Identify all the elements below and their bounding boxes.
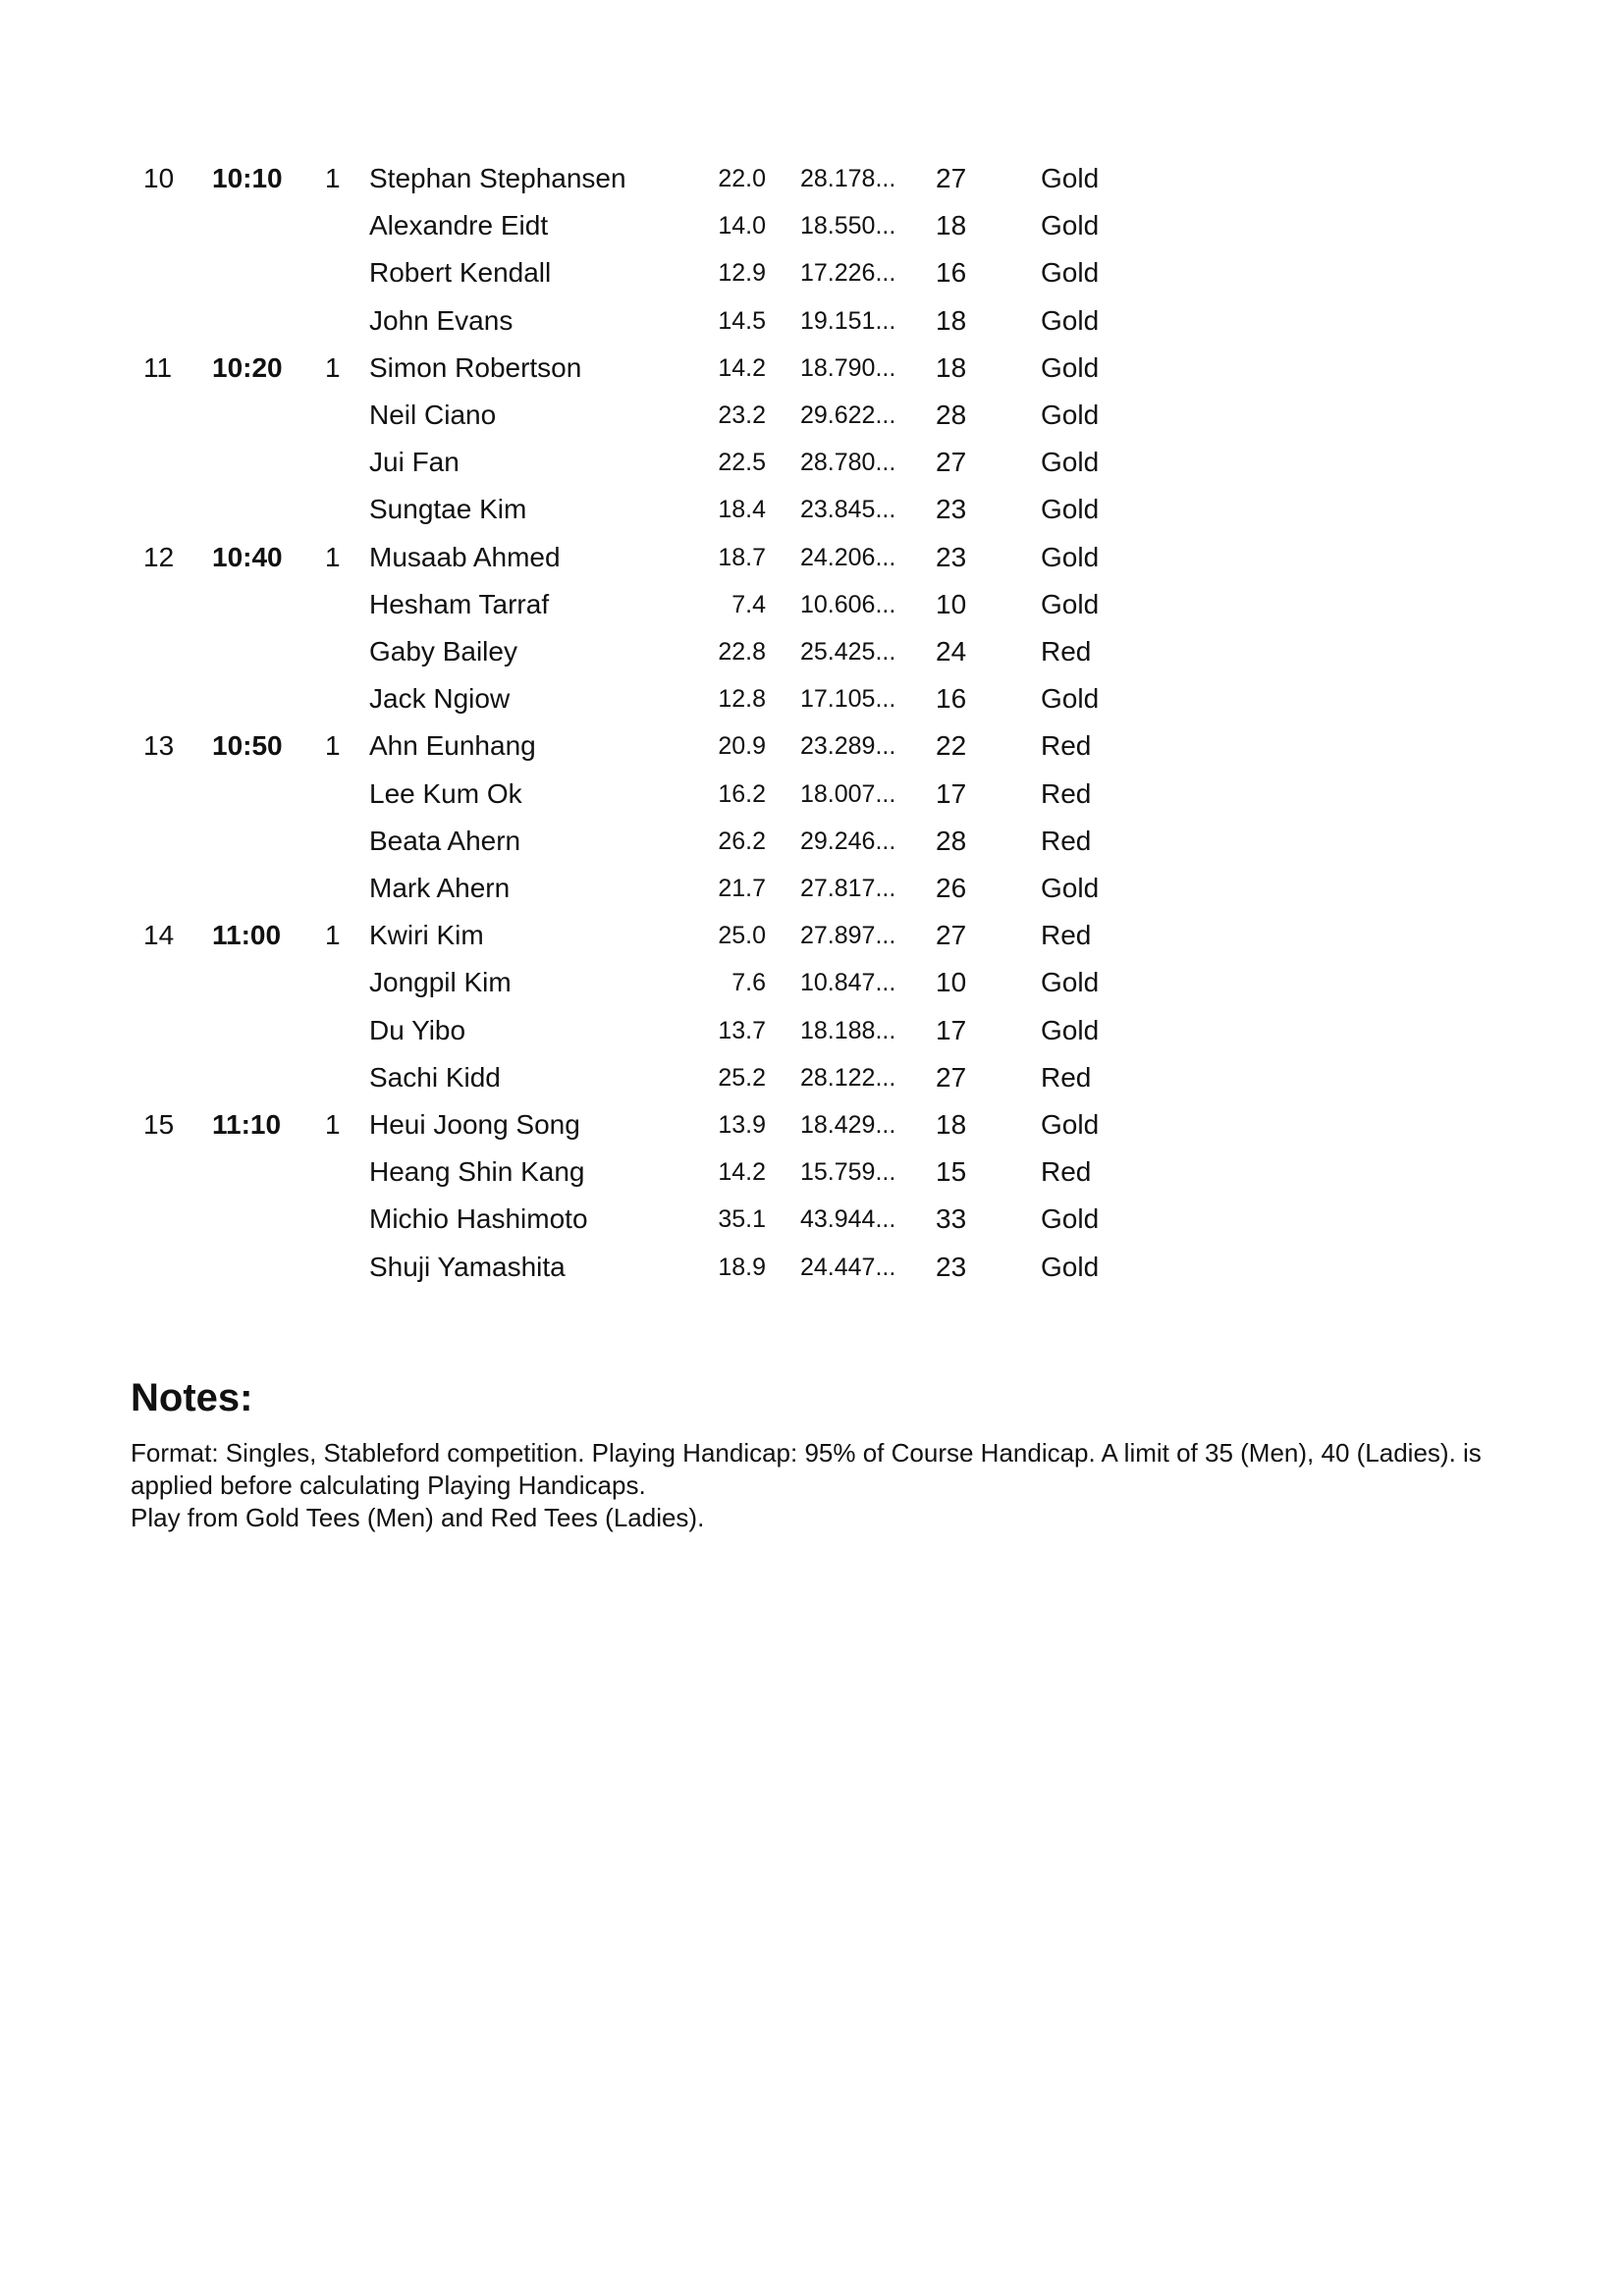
player-row (0, 675, 1624, 722)
player-name: Heang Shin Kang (369, 1156, 585, 1188)
player-name: John Evans (369, 304, 514, 336)
tee-colour: Gold (1041, 541, 1100, 572)
handicap-index: 18.4 (718, 496, 766, 524)
player-row (0, 959, 1624, 1006)
playing-handicap: 28 (936, 400, 967, 430)
playing-handicap: 10 (936, 967, 967, 998)
tee-colour: Gold (1041, 1014, 1100, 1045)
tee-colour: Red (1041, 920, 1092, 951)
course-handicap: 27.897... (800, 922, 896, 950)
start-hole: 1 (325, 920, 341, 951)
playing-handicap: 16 (936, 257, 967, 289)
tee-colour: Gold (1041, 400, 1100, 430)
playing-handicap: 15 (936, 1156, 967, 1188)
player-name: Jack Ngiow (369, 683, 511, 715)
playing-handicap: 26 (936, 873, 967, 903)
tee-colour: Gold (1041, 967, 1100, 998)
tee-time: 11:00 (212, 920, 282, 951)
tee-time: 11:10 (212, 1109, 282, 1140)
player-name: Stephan Stephansen (369, 163, 626, 193)
handicap-index: 22.5 (718, 449, 766, 477)
handicap-index: 25.0 (718, 922, 766, 950)
player-row (0, 581, 1624, 628)
player-row (0, 1007, 1624, 1054)
tee-colour: Red (1041, 730, 1092, 762)
player-row (0, 818, 1624, 865)
notes-format-text: Format: Singles, Stableford competition. Playing Handicap: 95% of Course Handicap. A limit of 35 (Men), 40 (Ladies). is applied before calculating Playing Handicaps. (131, 1438, 1482, 1500)
player-name: Kwiri Kim (369, 920, 484, 951)
handicap-index: 16.2 (718, 779, 766, 808)
player-row (0, 1054, 1624, 1101)
player-name: Neil Ciano (369, 400, 497, 430)
course-handicap: 23.289... (800, 732, 896, 761)
player-name: Jui Fan (369, 447, 460, 478)
tee-colour: Red (1041, 825, 1092, 856)
course-handicap: 28.122... (800, 1063, 896, 1092)
tee-colour: Gold (1041, 163, 1100, 193)
start-hole: 1 (325, 1109, 341, 1140)
tee-colour: Gold (1041, 210, 1100, 241)
start-hole: 1 (325, 351, 341, 383)
player-row (0, 865, 1624, 912)
tee-colour: Red (1041, 1061, 1092, 1093)
tee-time: 10:10 (212, 163, 283, 193)
player-row (0, 297, 1624, 345)
tee-colour: Gold (1041, 1251, 1100, 1282)
playing-handicap: 18 (936, 210, 967, 241)
course-handicap: 19.151... (800, 306, 896, 335)
group-number: 15 (143, 1109, 175, 1140)
handicap-index: 35.1 (718, 1205, 766, 1234)
player-row (0, 1244, 1624, 1291)
course-handicap: 17.226... (800, 259, 896, 288)
player-name: Robert Kendall (369, 257, 552, 289)
playing-handicap: 24 (936, 636, 967, 667)
player-row (0, 486, 1624, 533)
player-row (0, 628, 1624, 675)
tee-colour: Red (1041, 1156, 1092, 1188)
handicap-index: 18.9 (718, 1253, 766, 1281)
playing-handicap: 18 (936, 1109, 967, 1140)
handicap-index: 22.8 (718, 638, 766, 666)
player-row (0, 722, 1624, 770)
player-name: Du Yibo (369, 1014, 466, 1045)
player-row (0, 912, 1624, 959)
playing-handicap: 33 (936, 1203, 967, 1235)
playing-handicap: 27 (936, 920, 967, 951)
handicap-index: 26.2 (718, 827, 766, 855)
group-number: 13 (143, 730, 175, 762)
tee-colour: Gold (1041, 1203, 1100, 1235)
course-handicap: 18.429... (800, 1111, 896, 1139)
tee-colour: Gold (1041, 351, 1100, 383)
group-number: 10 (143, 163, 175, 193)
playing-handicap: 16 (936, 683, 967, 715)
course-handicap: 29.622... (800, 401, 896, 429)
handicap-index: 21.7 (718, 875, 766, 902)
tee-time: 10:40 (212, 541, 283, 572)
course-handicap: 15.759... (800, 1158, 896, 1187)
course-handicap: 24.206... (800, 543, 896, 571)
playing-handicap: 22 (936, 730, 967, 762)
player-name: Shuji Yamashita (369, 1251, 566, 1282)
course-handicap: 27.817... (800, 875, 896, 902)
player-name: Ahn Eunhang (369, 730, 536, 762)
course-handicap: 10.606... (800, 590, 896, 618)
handicap-index: 12.8 (718, 685, 766, 714)
handicap-index: 7.6 (731, 969, 766, 997)
handicap-index: 13.7 (718, 1016, 766, 1044)
playing-handicap: 28 (936, 825, 967, 856)
handicap-index: 14.2 (718, 353, 766, 382)
tee-colour: Gold (1041, 1109, 1100, 1140)
handicap-index: 23.2 (718, 401, 766, 429)
notes-tees-text: Play from Gold Tees (Men) and Red Tees (Ladies). (131, 1503, 705, 1532)
playing-handicap: 23 (936, 541, 967, 572)
player-name: Beata Ahern (369, 825, 521, 856)
course-handicap: 17.105... (800, 685, 896, 714)
start-hole: 1 (325, 730, 341, 762)
player-name: Gaby Bailey (369, 636, 517, 667)
player-row (0, 771, 1624, 818)
player-row (0, 202, 1624, 249)
player-name: Sungtae Kim (369, 494, 527, 525)
course-handicap: 43.944... (800, 1205, 896, 1234)
handicap-index: 14.2 (718, 1158, 766, 1187)
tee-colour: Gold (1041, 257, 1100, 289)
player-row (0, 1148, 1624, 1196)
playing-handicap: 27 (936, 447, 967, 478)
playing-handicap: 23 (936, 494, 967, 525)
handicap-index: 22.0 (718, 165, 766, 192)
player-name: Heui Joong Song (369, 1109, 580, 1140)
course-handicap: 29.246... (800, 827, 896, 855)
handicap-index: 14.5 (718, 306, 766, 335)
handicap-index: 7.4 (731, 590, 766, 618)
player-name: Alexandre Eidt (369, 210, 549, 241)
course-handicap: 18.790... (800, 353, 896, 382)
handicap-index: 20.9 (718, 732, 766, 761)
course-handicap: 28.780... (800, 449, 896, 477)
player-name: Michio Hashimoto (369, 1203, 588, 1235)
playing-handicap: 18 (936, 304, 967, 336)
player-row (0, 1196, 1624, 1243)
player-name: Jongpil Kim (369, 967, 512, 998)
tee-colour: Red (1041, 636, 1092, 667)
player-row (0, 534, 1624, 581)
player-row (0, 1101, 1624, 1148)
handicap-index: 14.0 (718, 212, 766, 240)
tee-colour: Gold (1041, 683, 1100, 715)
tee-time: 10:20 (212, 351, 283, 383)
start-hole: 1 (325, 163, 341, 193)
player-row (0, 345, 1624, 392)
tee-colour: Gold (1041, 588, 1100, 619)
handicap-index: 12.9 (718, 259, 766, 288)
handicap-index: 13.9 (718, 1111, 766, 1139)
course-handicap: 25.425... (800, 638, 896, 666)
course-handicap: 28.178... (800, 165, 896, 192)
player-name: Sachi Kidd (369, 1061, 501, 1093)
playing-handicap: 27 (936, 163, 967, 193)
playing-handicap: 18 (936, 351, 967, 383)
notes-heading: Notes: (131, 1376, 253, 1419)
player-row (0, 439, 1624, 486)
handicap-index: 18.7 (718, 543, 766, 571)
group-number: 11 (143, 351, 173, 383)
tee-colour: Gold (1041, 873, 1100, 903)
playing-handicap: 17 (936, 777, 967, 809)
group-number: 12 (143, 541, 175, 572)
tee-colour: Gold (1041, 447, 1100, 478)
course-handicap: 24.447... (800, 1253, 896, 1281)
player-name: Musaab Ahmed (369, 541, 561, 572)
playing-handicap: 10 (936, 588, 967, 619)
player-name: Lee Kum Ok (369, 777, 522, 809)
player-name: Hesham Tarraf (369, 588, 550, 619)
start-hole: 1 (325, 541, 341, 572)
course-handicap: 18.007... (800, 779, 896, 808)
handicap-index: 25.2 (718, 1063, 766, 1092)
tee-time: 10:50 (212, 730, 283, 762)
tee-colour: Gold (1041, 304, 1100, 336)
player-name: Simon Robertson (369, 351, 582, 383)
player-row (0, 392, 1624, 439)
player-row (0, 155, 1624, 202)
course-handicap: 18.550... (800, 212, 896, 240)
player-name: Mark Ahern (369, 873, 511, 903)
playing-handicap: 23 (936, 1251, 967, 1282)
notes-section (131, 1374, 1505, 1534)
tee-colour: Red (1041, 777, 1092, 809)
course-handicap: 23.845... (800, 496, 896, 524)
group-number: 14 (143, 920, 175, 951)
player-row (0, 249, 1624, 296)
playing-handicap: 17 (936, 1014, 967, 1045)
course-handicap: 18.188... (800, 1016, 896, 1044)
course-handicap: 10.847... (800, 969, 896, 997)
playing-handicap: 27 (936, 1061, 967, 1093)
tee-colour: Gold (1041, 494, 1100, 525)
